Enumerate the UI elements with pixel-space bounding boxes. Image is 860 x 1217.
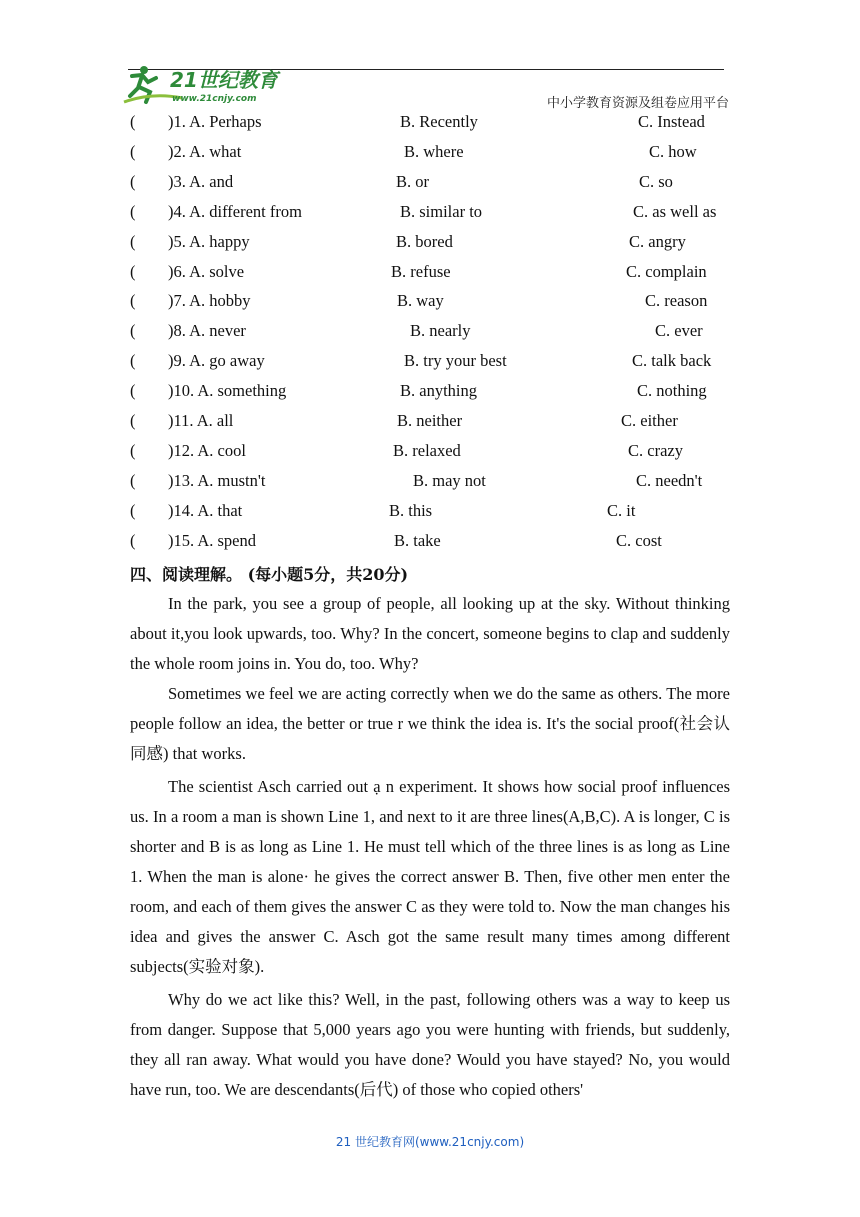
question-option-c: C. angry xyxy=(629,231,686,251)
question-option-b: B. way xyxy=(397,291,444,311)
question-option-c: C. as well as xyxy=(633,201,717,221)
question-open-paren: ( xyxy=(130,381,136,401)
question-option-c: C. complain xyxy=(626,261,707,281)
question-row xyxy=(130,441,740,471)
question-option-a: )10. A. something xyxy=(168,381,287,401)
question-option-b: B. where xyxy=(404,141,464,161)
question-row xyxy=(130,142,740,172)
question-option-c: C. either xyxy=(621,411,678,430)
question-row xyxy=(130,531,740,561)
question-option-c: C. ever xyxy=(655,321,703,341)
question-row xyxy=(130,262,740,292)
question-option-b: B. neither xyxy=(397,411,463,430)
question-option-a: )13. A. mustn't xyxy=(168,470,266,490)
question-row xyxy=(130,172,740,202)
question-open-paren: ( xyxy=(130,171,136,191)
question-option-b: B. relaxed xyxy=(393,440,461,460)
question-option-b: B. similar to xyxy=(400,201,483,221)
question-option-c: C. reason xyxy=(645,291,708,311)
question-option-c: C. how xyxy=(649,141,697,161)
question-option-c: C. it xyxy=(607,500,636,520)
question-option-b: B. nearly xyxy=(410,321,471,341)
question-option-a: )1. A. Perhaps xyxy=(168,112,262,131)
question-option-c: C. crazy xyxy=(628,440,683,460)
svg-text:21世纪教育: 21世纪教育 xyxy=(170,68,278,92)
question-open-paren: ( xyxy=(130,530,136,550)
question-option-c: C. talk back xyxy=(632,351,712,371)
question-row xyxy=(130,471,740,501)
question-option-a: )12. A. cool xyxy=(168,440,246,460)
question-option-a: )4. A. different from xyxy=(168,201,302,221)
question-option-a: )5. A. happy xyxy=(168,231,250,251)
question-option-a: )3. A. and xyxy=(168,171,234,191)
question-option-b: B. bored xyxy=(396,231,453,251)
footer-source: 21 世纪教育网(www.21cnjy.com) xyxy=(335,1135,525,1149)
question-row xyxy=(130,202,740,232)
question-option-b: B. this xyxy=(389,500,433,520)
reading-passage xyxy=(130,589,730,1105)
question-open-paren: ( xyxy=(130,351,136,371)
question-option-c: C. nothing xyxy=(637,381,707,401)
question-open-paren: ( xyxy=(130,500,136,520)
header-tagline: 中小学教育资源及组卷应用平台 xyxy=(546,96,729,111)
question-row xyxy=(130,291,740,321)
question-option-a: )9. A. go away xyxy=(168,351,265,371)
question-open-paren: ( xyxy=(130,201,136,221)
question-option-b: B. or xyxy=(396,171,429,191)
svg-text:www.21cnjy.com: www.21cnjy.com xyxy=(172,94,257,104)
question-option-b: B. refuse xyxy=(391,261,451,281)
passage-paragraph: Why do we act like this? Well, in the past, following others was a way to keep us from danger. Suppose that 5,000 years ago you were hunting with friends, but suddenly, they all ran away. What would you have done? Would you have stayed? No, you would have run, too. We are descendants(后代) of those who copied others' xyxy=(130,990,730,1099)
question-option-c: C. so xyxy=(639,171,673,191)
passage-paragraph: In the park, you see a group of people, all looking up at the sky. Without thinking about it,you look upwards, too. Why? In the concert, someone begins to clap and suddenly the whole room joins in. You do, too. Why? xyxy=(130,594,730,673)
question-option-a: )6. A. solve xyxy=(168,261,245,281)
question-option-b: B. take xyxy=(394,530,441,550)
question-row xyxy=(130,381,740,411)
question-open-paren: ( xyxy=(130,141,136,161)
question-option-b: B. anything xyxy=(400,381,477,401)
question-option-b: B. Recently xyxy=(400,112,478,131)
passage-paragraph: Sometimes we feel we are acting correctly when we do the same as others. The more people follow an idea, the better or true r we think the idea is. It's the social proof(社会认同感) that works. xyxy=(130,684,730,763)
passage-paragraph: The scientist Asch carried out ạ n experiment. It shows how social proof influences us. In a room a man is shown Line 1, and next to it are three lines(A,B,C). A is longer, C is shorter and B is as long as Line 1. He must tell which of the three lines is as long as Line 1. When the man is alone· he gives the correct answer B. Then, five other men enter the room, and each of them gives the answer C as they were told to. Now the man changes his idea and gives the answer C. Asch got the same result many times among different subjects(实验对象). xyxy=(130,777,730,976)
question-option-a: )15. A. spend xyxy=(168,530,256,550)
section-title: 四、阅读理解。 (每小题5分，共20分) xyxy=(130,565,409,584)
question-option-c: C. cost xyxy=(616,530,662,550)
question-option-b: B. may not xyxy=(413,470,486,490)
question-open-paren: ( xyxy=(130,112,136,131)
question-option-a: )8. A. never xyxy=(168,321,246,341)
question-option-a: )14. A. that xyxy=(168,500,243,520)
question-row xyxy=(130,321,740,351)
question-row xyxy=(130,232,740,262)
question-row xyxy=(130,112,740,142)
question-open-paren: ( xyxy=(130,411,136,430)
question-open-paren: ( xyxy=(130,321,136,341)
site-logo xyxy=(122,62,302,108)
question-open-paren: ( xyxy=(130,291,136,311)
runner-logo-icon xyxy=(122,62,302,108)
question-open-paren: ( xyxy=(130,261,136,281)
question-option-b: B. try your best xyxy=(404,351,507,371)
question-option-a: )11. A. all xyxy=(168,411,234,430)
question-option-a: )7. A. hobby xyxy=(168,291,251,311)
question-open-paren: ( xyxy=(130,470,136,490)
question-option-c: C. needn't xyxy=(636,470,703,490)
question-open-paren: ( xyxy=(130,231,136,251)
question-open-paren: ( xyxy=(130,440,136,460)
question-row xyxy=(130,411,740,441)
question-row xyxy=(130,351,740,381)
question-option-a: )2. A. what xyxy=(168,141,242,161)
question-option-c: C. Instead xyxy=(638,112,705,131)
question-row xyxy=(130,501,740,531)
